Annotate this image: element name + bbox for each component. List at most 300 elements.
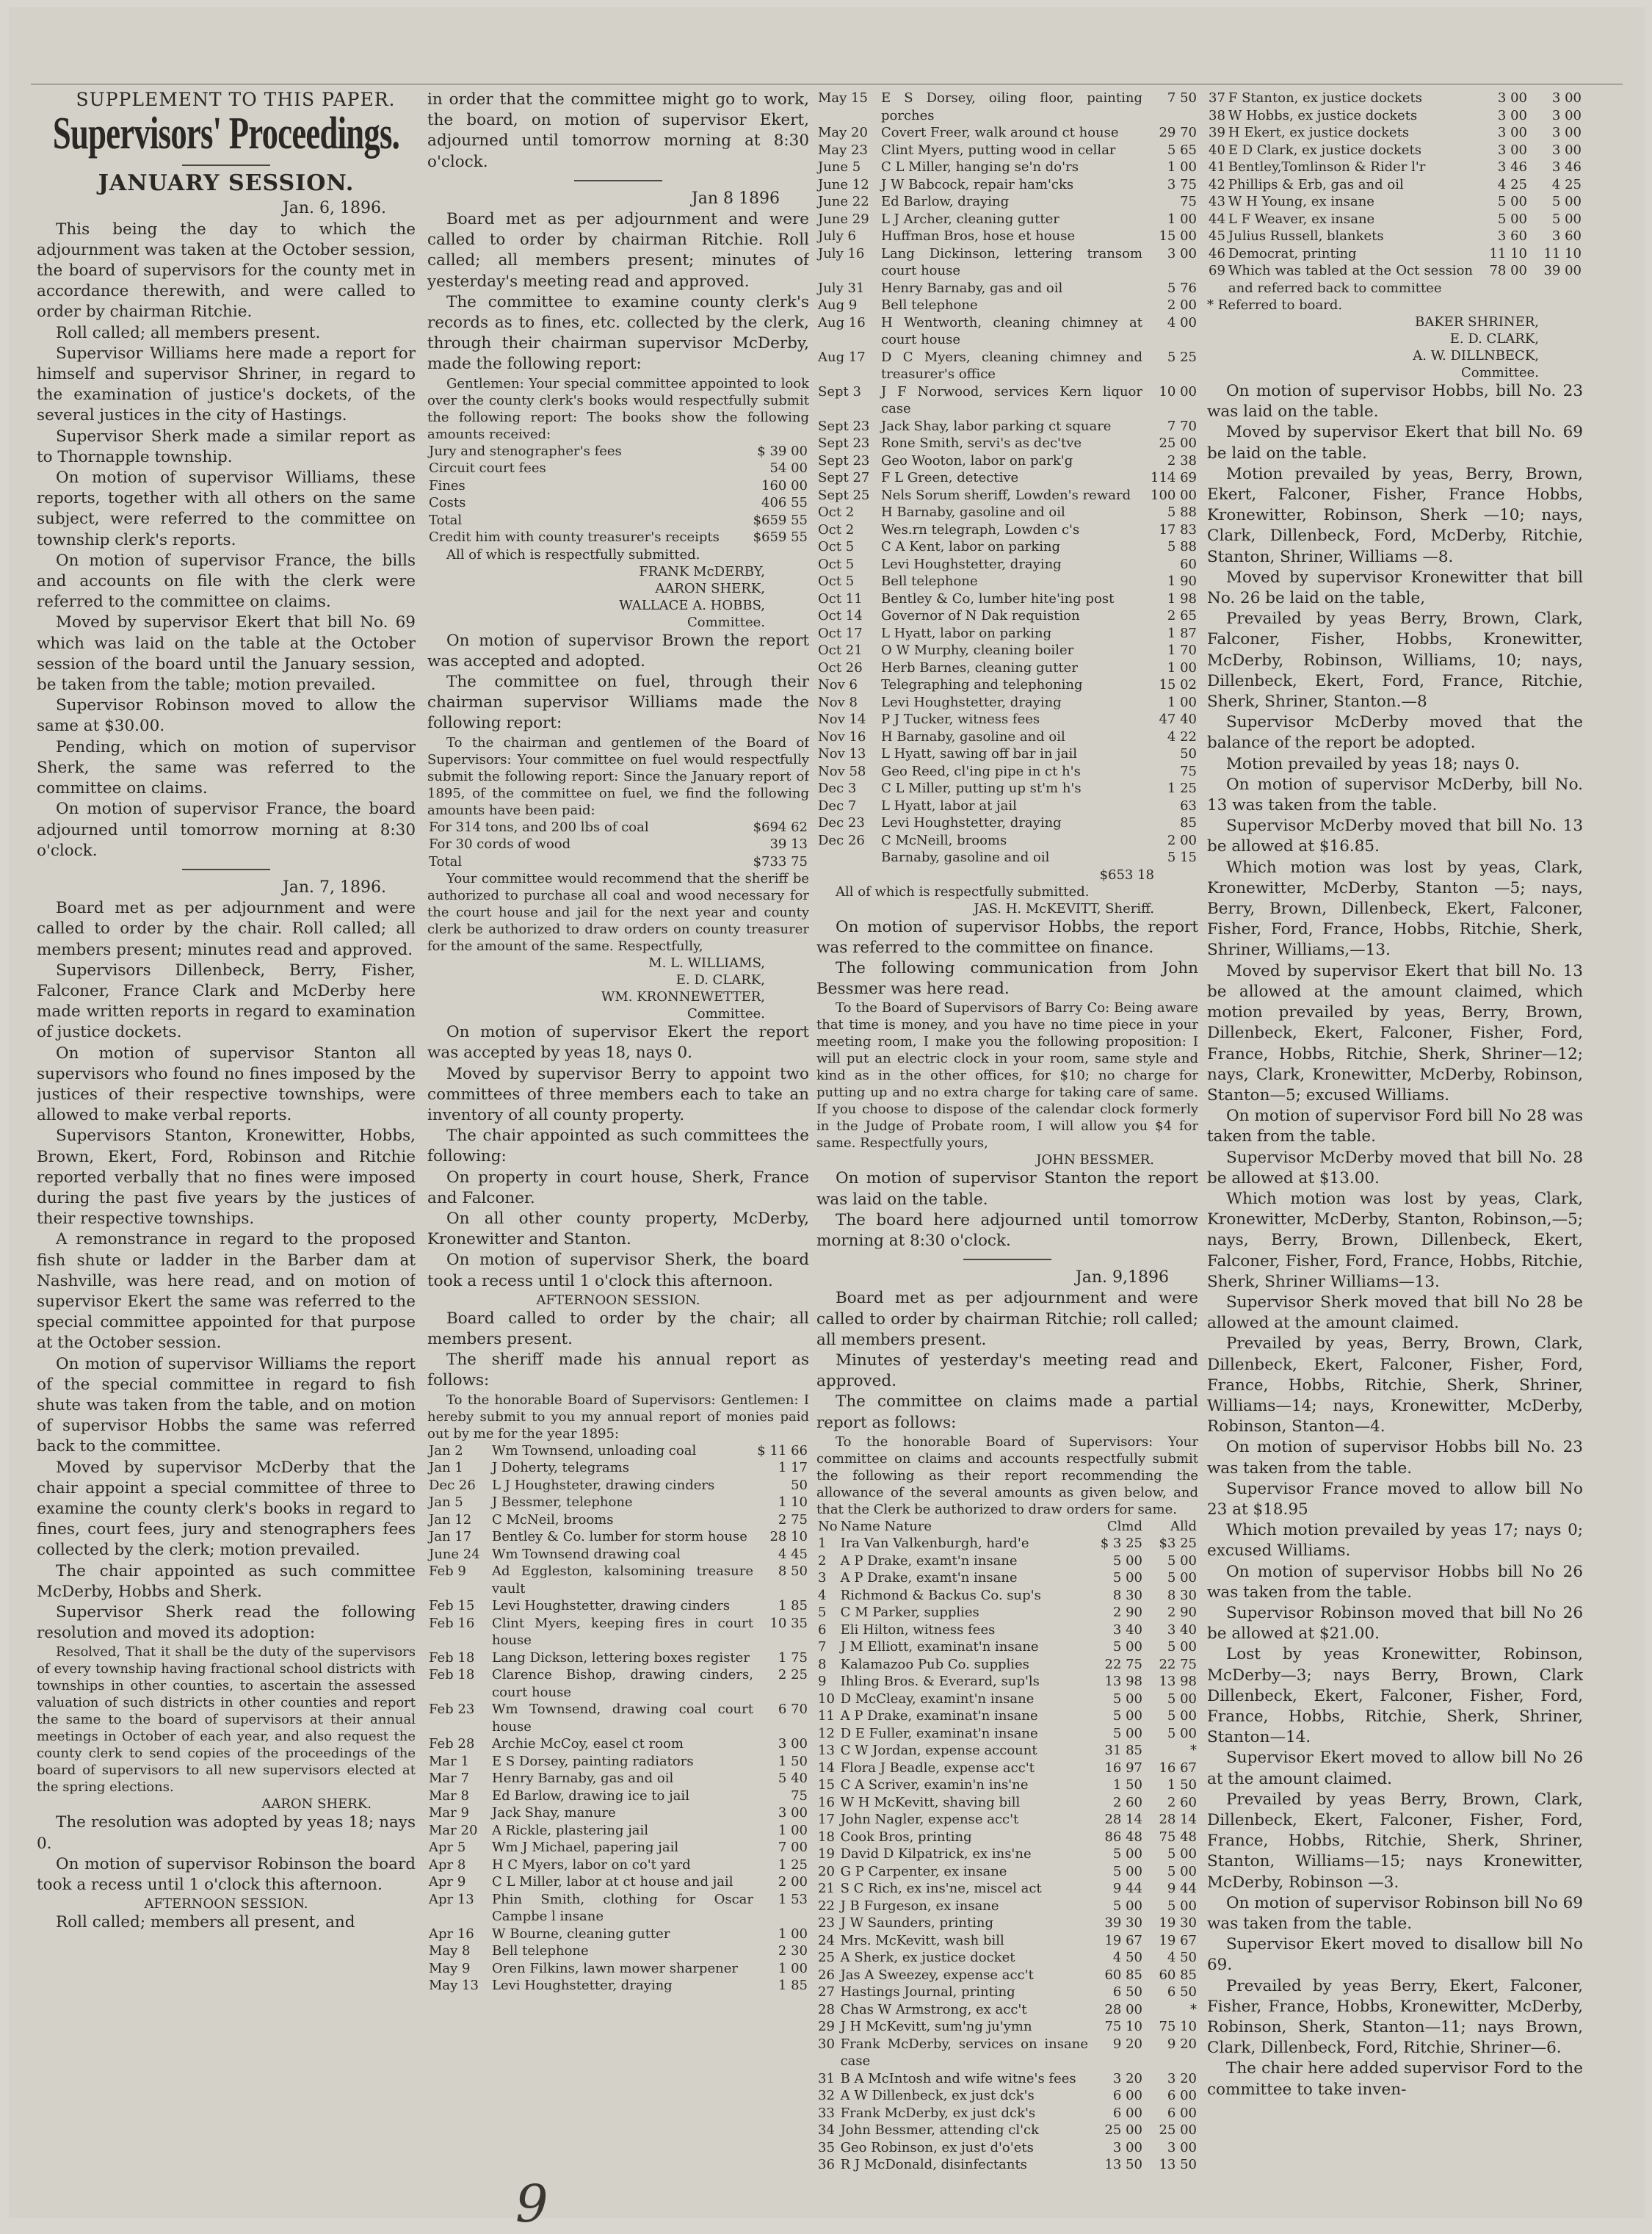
row-amount: 75 — [1180, 194, 1197, 209]
row-amount: 1 25 — [778, 1857, 808, 1873]
row-description: C McNeill, brooms — [881, 832, 1007, 848]
row-date: Nov 6 — [818, 677, 858, 693]
claim-number: 45 — [1209, 228, 1225, 244]
row-description: L Hyatt, sawing off bar in jail — [881, 746, 1077, 762]
table-row — [427, 1804, 809, 1822]
claim-claimed: 5 00 — [1112, 1708, 1142, 1724]
header-no: No — [818, 1518, 838, 1534]
claim-allowed: 3 00 — [1167, 2139, 1197, 2155]
table-row — [816, 1552, 1198, 1570]
paragraph: On motion of supervisor Hobbs bill No 26 was taken from the table. — [1207, 1562, 1583, 1602]
table-row — [427, 1615, 809, 1649]
row-amount: 2 38 — [1167, 452, 1197, 469]
claim-description: J W Saunders, printing — [840, 1915, 994, 1931]
table-row — [427, 1528, 809, 1546]
row-amount: 50 — [791, 1477, 808, 1493]
report-text: Your committee would recommend that the sheriff be authorized to purchase all coal and wood necessary for the court house and jail for the next year and county clerk be authorized to draw orders on county treasurer for the amount of the same. Respectfully, — [427, 871, 809, 955]
row-amount: 3 00 — [778, 1805, 808, 1821]
table-row — [816, 2087, 1198, 2105]
row-amount: 2 25 — [778, 1667, 808, 1683]
table-row — [816, 556, 1198, 574]
claim-description: A P Drake, examt'n insane — [840, 1552, 1018, 1569]
table-row — [427, 477, 809, 495]
claim-allowed: 5 00 — [1551, 194, 1582, 209]
row-date: May 20 — [818, 125, 868, 140]
table-row — [427, 1753, 809, 1771]
row-amount: 15 02 — [1159, 677, 1197, 693]
claim-claimed: 5 00 — [1112, 1691, 1142, 1707]
table-row — [816, 1932, 1198, 1950]
row-amount: 1 85 — [778, 1598, 808, 1614]
table-row — [816, 1846, 1198, 1863]
claim-description: Flora J Beadle, expense acc't — [840, 1760, 1035, 1776]
row-description: Henry Barnaby, gas and oil — [492, 1771, 674, 1787]
claim-number: 40 — [1209, 142, 1225, 158]
claim-claimed: 3 46 — [1497, 159, 1527, 175]
date-heading: Jan 8 1896 — [691, 189, 780, 208]
row-date: Mar 20 — [429, 1822, 478, 1838]
claim-allowed: 6 00 — [1167, 2088, 1197, 2104]
row-date: June 22 — [818, 194, 869, 209]
claim-allowed: 19 67 — [1159, 1932, 1197, 1948]
table-row — [816, 521, 1198, 539]
paragraph: The chair appointed as such committees the following: — [427, 1127, 809, 1166]
paragraph: This being the day to which the adjournment was taken at the October session, the board of supervisors for the county met in accordance therewith, and were called to order by chairman Ritchie. — [37, 220, 416, 322]
claim-number: 31 — [818, 2070, 835, 2086]
claim-claimed: 5 00 — [1112, 1552, 1142, 1569]
row-amount: 1 00 — [1167, 211, 1197, 227]
claim-description: A Sherk, ex justice docket — [840, 1950, 1015, 1966]
claim-allowed: 3 00 — [1551, 125, 1582, 140]
row-description: Ed Barlow, drawing ice to jail — [492, 1787, 689, 1804]
table-row — [816, 452, 1198, 470]
claim-allowed: 5 00 — [1167, 1691, 1197, 1707]
row-date: Jan 2 — [429, 1442, 463, 1458]
row-amount: 60 — [1180, 556, 1197, 572]
claim-description: F Stanton, ex justice dockets — [1228, 90, 1422, 106]
claim-number: 36 — [818, 2157, 835, 2173]
table-row — [816, 469, 1198, 487]
row-amount: 3 00 — [1167, 245, 1197, 261]
claim-description: J B Furgeson, ex insane — [840, 1898, 999, 1914]
claim-claimed: 3 20 — [1112, 2070, 1142, 2086]
row-amount: 28 10 — [769, 1529, 808, 1545]
section-heading: AFTERNOON SESSION. — [144, 1896, 308, 1912]
row-date: Feb 18 — [429, 1667, 475, 1683]
table-row — [816, 1673, 1198, 1691]
row-description: P J Tucker, witness fees — [881, 712, 1040, 727]
row-description: Bell telephone — [492, 1943, 589, 1959]
row-date: Jan 17 — [429, 1529, 472, 1545]
claim-description: L F Weaver, ex insane — [1228, 211, 1375, 227]
claim-claimed: 13 50 — [1104, 2157, 1142, 2173]
table-row — [816, 694, 1198, 712]
claim-claimed: 86 48 — [1104, 1829, 1142, 1845]
claim-claimed: 5 00 — [1112, 1863, 1142, 1879]
sheriff-total: $653 18 — [1099, 867, 1154, 883]
table-row — [816, 1898, 1198, 1915]
row-date: Oct 17 — [818, 625, 863, 641]
claim-number: 37 — [1209, 90, 1225, 106]
row-amount: 1 00 — [1167, 659, 1197, 676]
row-description: Governor of N Dak requistion — [881, 608, 1080, 623]
row-amount: 1 53 — [778, 1891, 808, 1907]
table-row — [816, 1569, 1198, 1587]
row-date: Feb 23 — [429, 1702, 475, 1718]
paragraph: On motion of supervisor Sherk, the board took a recess until 1 o'clock this afternoon. — [427, 1251, 809, 1290]
claim-number: 18 — [818, 1829, 835, 1845]
paragraph: Prevailed by yeas Berry, Brown, Clark, Falconer, Fisher, Hobbs, Kronewitter, McDerby, Robinson, Williams, 10; nays, Dillenbeck, Ekert, Ford, France, Ritchie, Sherk, Shriner, Stanton.—8 — [1207, 610, 1583, 712]
divider — [182, 869, 270, 870]
table-row — [816, 1656, 1198, 1674]
paragraph: Prevailed by yeas Berry, Ekert, Falconer, Fisher, France, Hobbs, Kronewitter, McDerby, Robinson, Sherk, Stanton—11; nays Brown, Clark, Dillenbeck, Ford, Ritchie, Shriner—6. — [1207, 1976, 1583, 2058]
session-title: JANUARY SESSION. — [98, 170, 355, 197]
paragraph: On all other county property, McDerby, Kronewitter and Stanton. — [427, 1209, 809, 1249]
row-description: Bentley & Co. lumber for storm house — [492, 1529, 747, 1545]
row-date: June 29 — [818, 211, 869, 227]
row-description: J Doherty, telegrams — [492, 1460, 629, 1476]
claim-claimed: 25 00 — [1104, 2122, 1142, 2139]
paragraph: On motion of supervisor Hobbs bill No. 23 was taken from the table. — [1207, 1438, 1583, 1478]
table-row — [1207, 142, 1583, 159]
row-amount: 1 00 — [778, 1926, 808, 1942]
row-amount: 47 40 — [1159, 712, 1197, 727]
row-amount: 1 10 — [778, 1494, 808, 1511]
row-date: Dec 3 — [818, 781, 857, 796]
claim-claimed: 2 60 — [1112, 1794, 1142, 1810]
row-description: Phin Smith, clothing for Oscar Campbe l insane — [492, 1891, 753, 1925]
row-amount: 2 00 — [1167, 297, 1197, 313]
claim-description: David D Kilpatrick, ex ins'ne — [840, 1846, 1032, 1862]
table-row — [427, 460, 809, 477]
table-row — [427, 1666, 809, 1701]
table-row — [427, 1960, 809, 1978]
row-amount: 75 — [791, 1787, 808, 1804]
paragraph: The committee on fuel, through their chairman supervisor Williams made the following report: — [427, 673, 809, 733]
paragraph: Supervisor France moved to allow bill No 23 at $18.95 — [1207, 1479, 1583, 1519]
claim-allowed: 5 00 — [1167, 1639, 1197, 1655]
row-description: Jack Shay, manure — [492, 1805, 616, 1821]
row-description: O W Murphy, cleaning boiler — [881, 643, 1074, 658]
claim-number: 28 — [818, 2001, 835, 2017]
paragraph: Pending, which on motion of supervisor Sherk, the same was referred to the committee on claims. — [37, 737, 416, 798]
claim-allowed: 8 30 — [1167, 1587, 1197, 1603]
row-description: J W Babcock, repair ham'cks — [881, 176, 1074, 192]
row-description: H Barnaby, gasoline and oil — [881, 729, 1065, 745]
row-amount: 1 00 — [1167, 159, 1197, 175]
claim-allowed: 5 00 — [1167, 1725, 1197, 1741]
row-amount: 5 25 — [1167, 349, 1197, 365]
row-description: H Barnaby, gasoline and oil — [881, 505, 1065, 520]
claim-claimed: $ 3 25 — [1100, 1536, 1142, 1552]
claim-claimed: 60 85 — [1104, 1967, 1142, 1983]
table-row — [1207, 159, 1583, 176]
table-row — [816, 780, 1198, 798]
row-date: Jan 1 — [429, 1460, 463, 1476]
row-description: Levi Houghstetter, draying — [881, 694, 1062, 710]
row-amount: 1 17 — [778, 1460, 808, 1476]
row-date: July 16 — [818, 245, 865, 261]
table-row — [427, 1735, 809, 1753]
claim-number: 13 — [818, 1743, 835, 1759]
table-row — [816, 1811, 1198, 1829]
fees-table — [427, 443, 809, 546]
row-amount: 1 87 — [1167, 625, 1197, 641]
row-description: Bell telephone — [881, 574, 978, 589]
row-amount: 5 76 — [1167, 280, 1197, 296]
row-description: Wm Townsend, drawing coal court house — [492, 1702, 753, 1735]
table-row — [427, 494, 809, 512]
table-row — [427, 1787, 809, 1805]
row-date: Oct 26 — [818, 659, 863, 676]
table-row — [1207, 228, 1583, 245]
signature-line: WALLACE A. HOBBS, — [619, 597, 765, 613]
row-description: C L Miller, putting up st'm h's — [881, 781, 1082, 796]
row-amount: 1 75 — [778, 1649, 808, 1666]
signature-line: E. D. CLARK, — [1449, 331, 1539, 347]
row-date: Feb 15 — [429, 1598, 475, 1614]
claim-number: 27 — [818, 1984, 835, 2000]
paragraph: The resolution was adopted by yeas 18; nays 0. — [37, 1813, 416, 1853]
claim-description: Julius Russell, blankets — [1228, 228, 1384, 244]
claim-description: A P Drake, examinat'n insane — [840, 1708, 1038, 1724]
table-row — [816, 418, 1198, 435]
claim-number: 25 — [818, 1950, 835, 1966]
row-date: Dec 26 — [818, 832, 865, 848]
table-row — [816, 607, 1198, 625]
claim-allowed: 13 50 — [1159, 2157, 1197, 2173]
row-date — [816, 849, 880, 867]
paragraph: Supervisor Robinson moved that bill No 26 be allowed at $21.00. — [1207, 1603, 1583, 1644]
claim-allowed: 3 00 — [1551, 90, 1582, 106]
claim-description: John Nagler, expense acc't — [840, 1812, 1019, 1828]
table-row — [1207, 107, 1583, 125]
claim-number: 7 — [818, 1639, 827, 1655]
claim-number: 32 — [818, 2088, 835, 2104]
divider — [574, 180, 662, 181]
claim-number: 14 — [818, 1760, 835, 1776]
date-heading: Jan. 6, 1896. — [282, 199, 386, 218]
row-amount: 2 30 — [778, 1943, 808, 1959]
row-description: C McNeil, brooms — [492, 1511, 614, 1528]
row-date: July 31 — [818, 280, 865, 296]
column-3 — [816, 90, 1198, 2174]
paragraph: The following communication from John Bessmer was here read. — [816, 958, 1198, 999]
claim-claimed: 3 00 — [1112, 2139, 1142, 2155]
claim-claimed: 1 50 — [1112, 1777, 1142, 1793]
paragraph: Supervisors Dillenbeck, Berry, Fisher, Falconer, France Clark and McDerby here made written reports in regard to examination of justice dockets. — [37, 961, 416, 1042]
claim-description: G P Carpenter, ex insane — [840, 1863, 1007, 1879]
section-heading: AFTERNOON SESSION. — [536, 1292, 700, 1308]
row-description: Wm Townsend drawing coal — [492, 1546, 681, 1562]
row-amount: 63 — [1180, 798, 1197, 814]
row-description: Bentley & Co, lumber hite'ing post — [881, 590, 1115, 607]
claim-allowed: 75 10 — [1159, 2019, 1197, 2035]
row-amount: 5 65 — [1167, 142, 1197, 158]
claim-description: John Bessmer, attending cl'ck — [840, 2122, 1040, 2139]
row-date: Jan 12 — [429, 1511, 472, 1528]
row-description: D C Myers, cleaning chimney and treasurer's office — [881, 349, 1142, 382]
row-amount: 3 00 — [778, 1736, 808, 1752]
claim-claimed: 8 30 — [1112, 1587, 1142, 1603]
claim-claimed: 5 00 — [1112, 1570, 1142, 1586]
claim-number: 29 — [818, 2019, 835, 2035]
table-row — [816, 2105, 1198, 2122]
table-row — [816, 435, 1198, 452]
table-row — [816, 245, 1198, 280]
row-amount: 1 85 — [778, 1978, 808, 1994]
table-row — [816, 1967, 1198, 1984]
row-amount: 1 00 — [1167, 694, 1197, 710]
paragraph: Supervisor Ekert moved to disallow bill No 69. — [1207, 1935, 1583, 1975]
claim-claimed: 19 67 — [1104, 1932, 1142, 1948]
row-description: Bell telephone — [881, 297, 978, 313]
claim-allowed: 11 10 — [1543, 245, 1582, 261]
handwritten-page-number: 9 — [515, 2174, 548, 2234]
fuel-table — [427, 819, 809, 871]
claim-allowed: $3 25 — [1159, 1536, 1197, 1552]
claim-number: 16 — [818, 1794, 835, 1810]
table-row — [816, 90, 1198, 124]
row-date: Feb 9 — [429, 1564, 466, 1580]
claim-claimed: 3 00 — [1497, 90, 1527, 106]
claim-number: 4 — [818, 1587, 827, 1603]
claim-claimed: 16 97 — [1104, 1760, 1142, 1776]
claim-description: Hastings Journal, printing — [840, 1984, 1015, 2000]
row-amount: 1 50 — [778, 1753, 808, 1769]
claim-allowed: 75 48 — [1159, 1829, 1197, 1845]
row-amount: $659 55 — [753, 512, 808, 528]
signature-line: Committee. — [687, 1006, 765, 1022]
paragraph: Moved by supervisor Berry to appoint two committees of three members each to take an inventory of all county property. — [427, 1064, 809, 1124]
claim-description: Democrat, printing — [1228, 245, 1357, 261]
row-amount: 1 98 — [1167, 590, 1197, 607]
row-description: L Hyatt, labor on parking — [881, 625, 1052, 641]
claim-allowed: 2 90 — [1167, 1605, 1197, 1621]
row-date: Oct 5 — [818, 556, 855, 572]
signature: JAS. H. McKEVITT, Sheriff. — [974, 900, 1154, 917]
letter-text: To the Board of Supervisors of Barry Co: Being aware that time is money, and you have no time piece in your meeting room, I make you the following proposition: I will put an electric clock in your room, same style and kind as in the other offices, for $10; no charge for putting up and no extra charge for taking care of same. If you choose to dispose of the calendar clock formerly in the Judge of Probate room, I will allow you $4 for same. Respectfully yours, — [816, 1000, 1198, 1152]
paragraph: The chair here added supervisor Ford to the committee to take inven- — [1207, 2059, 1583, 2099]
table-row — [427, 1926, 809, 1943]
date-heading: Jan. 7, 1896. — [282, 878, 386, 897]
row-amount: 15 00 — [1159, 228, 1197, 244]
row-description: Clarence Bishop, drawing cinders, court house — [492, 1667, 753, 1700]
row-amount: 2 75 — [778, 1511, 808, 1528]
claim-claimed: 2 90 — [1112, 1605, 1142, 1621]
paragraph: Supervisor McDerby moved that bill No. 28 be allowed at $13.00. — [1207, 1148, 1583, 1188]
row-description: Herb Barnes, cleaning gutter — [881, 659, 1078, 676]
row-date: Nov 16 — [818, 729, 866, 745]
row-amount: 5 88 — [1167, 539, 1197, 554]
row-amount: 1 25 — [1167, 781, 1197, 796]
table-row — [816, 383, 1198, 418]
claim-claimed: 4 25 — [1497, 176, 1527, 192]
row-description: W Bourne, cleaning gutter — [492, 1926, 670, 1942]
column-1 — [37, 90, 416, 1933]
row-description: Henry Barnaby, gas and oil — [881, 280, 1063, 296]
table-row — [1207, 262, 1583, 297]
row-date: Apr 16 — [429, 1926, 474, 1942]
paragraph: Moved by supervisor Ekert that bill No. 13 be allowed at the amount claimed, which motion prevailed by yeas, Berry, Brown, Dillenbeck, Ekert, Falconer, Fisher, Ford, France, Hobbs, Ritchie, Sherk, Shriner—12; nays, Clark, Kronewitter, McDerby, Robinson, Stanton—5; excused Williams. — [1207, 961, 1583, 1105]
table-row — [816, 590, 1198, 608]
table-row — [427, 512, 809, 529]
paragraph: Supervisor Sherk moved that bill No 28 be allowed at the amount claimed. — [1207, 1293, 1583, 1333]
resolution-text: Resolved, That it shall be the duty of the supervisors of every township having fractional school districts with townships in other counties, to ascertain the assessed valuation of such districts in other counties and report the same to the board of supervisors at their annual meetings in October of each year, and also request the county clerk to send copies of the proceedings of the board of supervisors to all new supervisors elected at the spring elections. — [37, 1644, 416, 1796]
claim-description: J H McKevitt, sum'ng ju'ymn — [840, 2019, 1032, 2035]
claim-number: 33 — [818, 2105, 835, 2121]
row-date: Apr 8 — [429, 1857, 466, 1873]
row-description: J F Norwood, services Kern liquor case — [881, 383, 1142, 416]
table-row — [1207, 193, 1583, 211]
claim-description: J M Elliott, examinat'n insane — [840, 1639, 1039, 1655]
paragraph: Prevailed by yeas, Berry, Brown, Clark, Dillenbeck, Ekert, Falconer, Fisher, Ford, France, Hobbs, Ritchie, Sherk, Shriner, Williams—14; nays, Kronewitter, McDerby, Robinson, Stanton—4. — [1207, 1334, 1583, 1436]
paragraph: On motion of supervisor Ekert the report was accepted by yeas 18, nays 0. — [427, 1023, 809, 1063]
signature: AARON SHERK. — [261, 1796, 372, 1812]
divider — [963, 1259, 1051, 1260]
paragraph: Moved by supervisor Kronewitter that bill No. 26 be laid on the table, — [1207, 568, 1583, 608]
row-amount: 29 70 — [1159, 125, 1197, 140]
paragraph: Board called to order by the chair; all members present. — [427, 1309, 809, 1348]
table-row — [427, 1839, 809, 1857]
paragraph: Prevailed by yeas Berry, Brown, Clark, Dillenbeck, Ekert, Falconer, Fisher, Ford, France, Hobbs, Ritchie, Sherk, Shriner, Stanton, Williams—15; nays Kronewitter, McDerby, Robinson —3. — [1207, 1790, 1583, 1892]
row-date: Sept 3 — [818, 383, 861, 400]
claim-number: 8 — [818, 1656, 827, 1672]
table-row — [427, 1459, 809, 1477]
claim-claimed: 5 00 — [1497, 194, 1527, 209]
table-row — [816, 1604, 1198, 1622]
claim-allowed: 28 14 — [1159, 1812, 1197, 1828]
paragraph: The sheriff made his annual report as follows: — [427, 1351, 809, 1390]
report-text: Gentlemen: Your special committee appointed to look over the county clerk's books would respectfully submit the following report: The books show the following amounts received: — [427, 375, 809, 442]
claim-claimed: 75 10 — [1104, 2019, 1142, 2035]
row-amount: 8 50 — [778, 1564, 808, 1580]
claim-allowed: 5 00 — [1167, 1708, 1197, 1724]
claim-claimed: 28 00 — [1104, 2001, 1142, 2017]
claim-allowed: 3 40 — [1167, 1622, 1197, 1638]
table-row — [816, 814, 1198, 832]
claim-allowed: 22 75 — [1159, 1656, 1197, 1672]
claim-claimed: 78 00 — [1489, 263, 1527, 278]
claim-number: 1 — [818, 1536, 827, 1552]
table-row — [816, 1587, 1198, 1605]
claim-number: 44 — [1209, 211, 1225, 227]
claim-allowed: 1 50 — [1167, 1777, 1197, 1793]
row-amount: 2 65 — [1167, 608, 1197, 623]
claim-description: A W Dillenbeck, ex just dck's — [840, 2088, 1035, 2104]
claim-allowed: 3 60 — [1551, 228, 1582, 244]
row-description: Geo Wooton, labor on park'g — [881, 452, 1073, 469]
row-date: June 24 — [429, 1546, 480, 1562]
claim-allowed: 16 67 — [1159, 1760, 1197, 1776]
report-text: To the chairman and gentlemen of the Board of Supervisors: Your committee on fuel would respectfully submit the following report: Since the January report of 1895, of the committee on fuel, we find the following amounts have been paid: — [427, 734, 809, 818]
table-row — [1207, 176, 1583, 194]
table-row — [816, 159, 1198, 176]
paragraph: Supervisor Robinson moved to allow the same at $30.00. — [37, 696, 416, 736]
table-row — [816, 1776, 1198, 1794]
row-date: Mar 7 — [429, 1771, 469, 1787]
row-date: Oct 21 — [818, 643, 863, 658]
claim-description: C M Parker, supplies — [840, 1605, 979, 1621]
row-description: Lang Dickinson, lettering transom court house — [881, 245, 1142, 278]
row-description: C L Miller, labor at ct house and jail — [492, 1874, 733, 1890]
table-row — [1207, 245, 1583, 263]
claim-claimed: 11 10 — [1489, 245, 1527, 261]
row-date: Apr 9 — [429, 1874, 466, 1890]
row-description: J Bessmer, telephone — [492, 1494, 633, 1511]
row-date: Mar 8 — [429, 1787, 469, 1804]
row-label: Circuit court fees — [429, 460, 546, 477]
